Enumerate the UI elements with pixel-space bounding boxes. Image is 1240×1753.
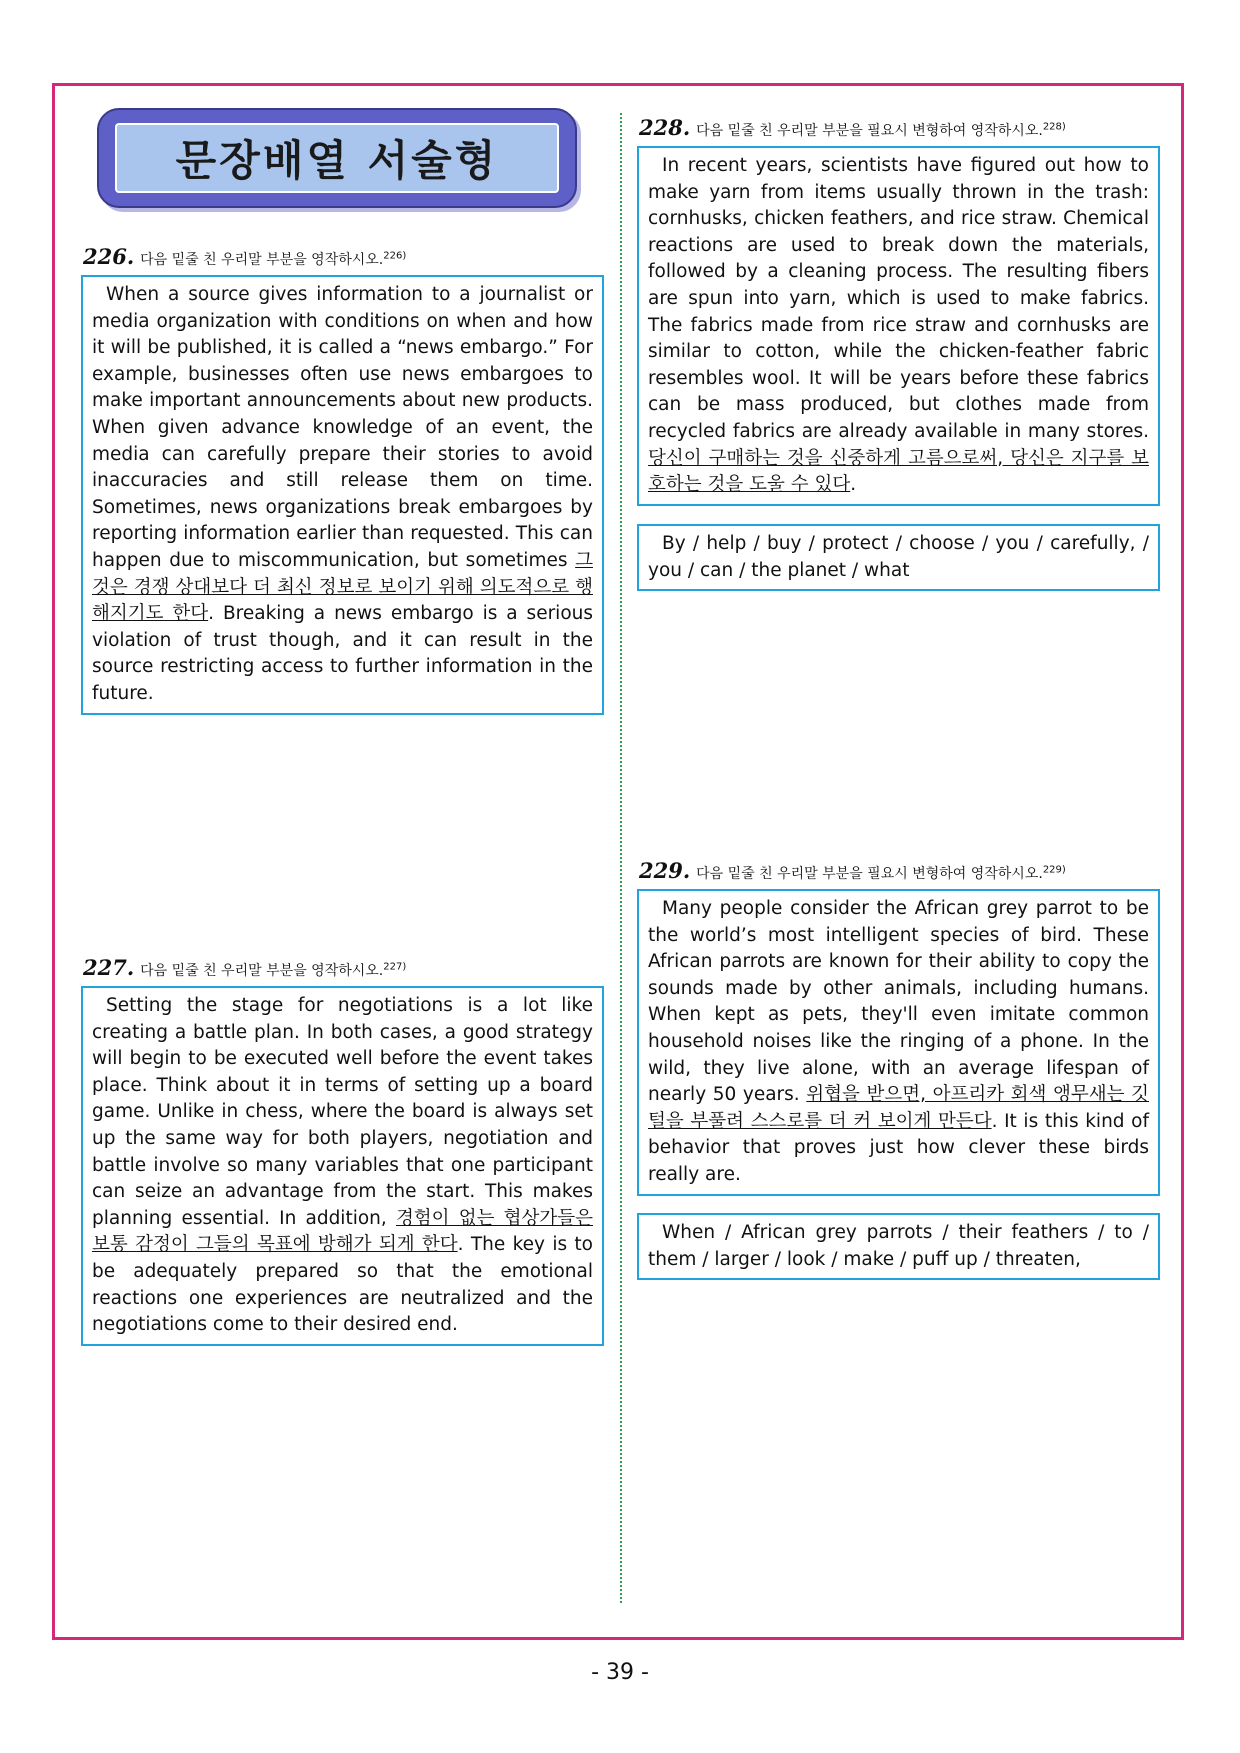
word-bank-text: When / African grey parrots / their feathers / to / them / larger / look / make / puff up / threaten, — [648, 1222, 1149, 1270]
footnote-ref: 226) — [383, 250, 407, 262]
section-title: 문장배열 서술형 — [175, 136, 499, 185]
underlined-korean: 당신이 구매하는 것을 신중하게 고름으로써, 당신은 지구를 보호하는 것을 도울 수 있다 — [648, 447, 1149, 496]
footnote-ref: 229) — [1042, 864, 1066, 876]
section-banner — [97, 108, 577, 208]
passage-text-end: . — [850, 474, 857, 496]
passage-text-end: . It is this kind of behavior that proves just how clever these birds really are. — [648, 1110, 1149, 1185]
question-227-header — [83, 955, 406, 980]
question-228-passage — [637, 146, 1160, 506]
page-number: - 39 - — [591, 1660, 649, 1685]
question-number: 226. — [83, 244, 135, 269]
question-228-header — [639, 115, 1066, 140]
footnote-ref: 228) — [1042, 121, 1066, 133]
question-instruction: 다음 밑줄 친 우리말 부분을 필요시 변형하여 영작하시오. — [696, 866, 1043, 882]
passage-text: When a source gives information to a journalist or media organization with conditions on when and how it will be published, it is called a “news embargo.” For example, businesses often use news embargoes to make important announcements about new products. When given advance knowledge of an event, the media can carefully prepare their stories to avoid inaccuracies and still release them on time. Sometimes, news organizations break embargoes by reporting information earlier than requested. This can happen due to miscommunication, but sometimes — [92, 284, 593, 571]
question-number: 229. — [639, 858, 691, 883]
question-226-passage — [81, 275, 604, 715]
question-number: 228. — [639, 115, 691, 140]
footnote-ref: 227) — [383, 961, 407, 973]
question-instruction: 다음 밑줄 친 우리말 부분을 영작하시오. — [140, 963, 384, 979]
question-228-word-bank — [637, 524, 1160, 591]
passage-text-end: . The key is to be adequately prepared so that the emotional reactions one experiences are neutralized and the negotiations come to their desired end. — [92, 1234, 593, 1336]
passage-text-end: . Breaking a news embargo is a serious violation of trust though, and it can result in the source restricting access to further information in the future. — [92, 603, 594, 704]
question-226-header — [83, 244, 406, 269]
question-number: 227. — [83, 955, 135, 980]
column-divider — [620, 113, 622, 1603]
underlined-korean: 그것은 경쟁 상대보다 더 최신 정보로 보이기 위해 의도적으로 행해지기도 한다 — [92, 549, 593, 625]
underlined-korean: 위협을 받으면, 아프리카 회색 앵무새는 깃털을 부풀려 스스로를 더 커 보이게 만든다 — [648, 1084, 1149, 1132]
passage-text: In recent years, scientists have figured out how to make yarn from items usually thrown in the trash: cornhusks, chicken feathers, and rice straw. Chemical reactions are used to break down the materials, followed by a cleaning process. The resulting fibers are spun into yarn, which is used to make fabrics. The fabrics made from rice straw and cornhusks are similar to cotton, while the chicken-feather fabric resembles wool. It will be years before these fabrics can be mass produced, but clothes made from recycled fabrics are already available in many stores. — [648, 155, 1149, 442]
word-bank-text: By / help / buy / protect / choose / you / carefully, / you / can / the planet / what — [648, 533, 1149, 581]
passage-text: Setting the stage for negotiations is a lot like creating a battle plan. In both cases, a good strategy will begin to be executed well before the event takes place. Think about it in terms of setting up a board game. Unlike in chess, where the board is always set up the same way for both players, negotiation and battle involve so many variables that one participant can seize an advantage from the start. This makes planning essential. In addition, — [92, 995, 593, 1229]
underlined-korean: 경험이 없는 협상가들은 보통 감정이 그들의 목표에 방해가 되게 한다 — [92, 1207, 593, 1256]
section-banner-inner — [115, 123, 559, 193]
question-229-passage — [637, 889, 1160, 1196]
question-instruction: 다음 밑줄 친 우리말 부분을 필요시 변형하여 영작하시오. — [696, 123, 1043, 139]
question-229-header — [639, 858, 1066, 883]
passage-text: Many people consider the African grey parrot to be the world’s most intelligent species of bird. These African parrots are known for their ability to copy the sounds made by other animals, including humans. When kept as pets, they'll even imitate common household noises like the ringing of a phone. In the wild, they live alone, with an average lifespan of nearly 50 years. — [648, 898, 1149, 1106]
question-instruction: 다음 밑줄 친 우리말 부분을 영작하시오. — [140, 252, 384, 268]
question-227-passage — [81, 986, 604, 1346]
question-229-word-bank — [637, 1213, 1160, 1280]
